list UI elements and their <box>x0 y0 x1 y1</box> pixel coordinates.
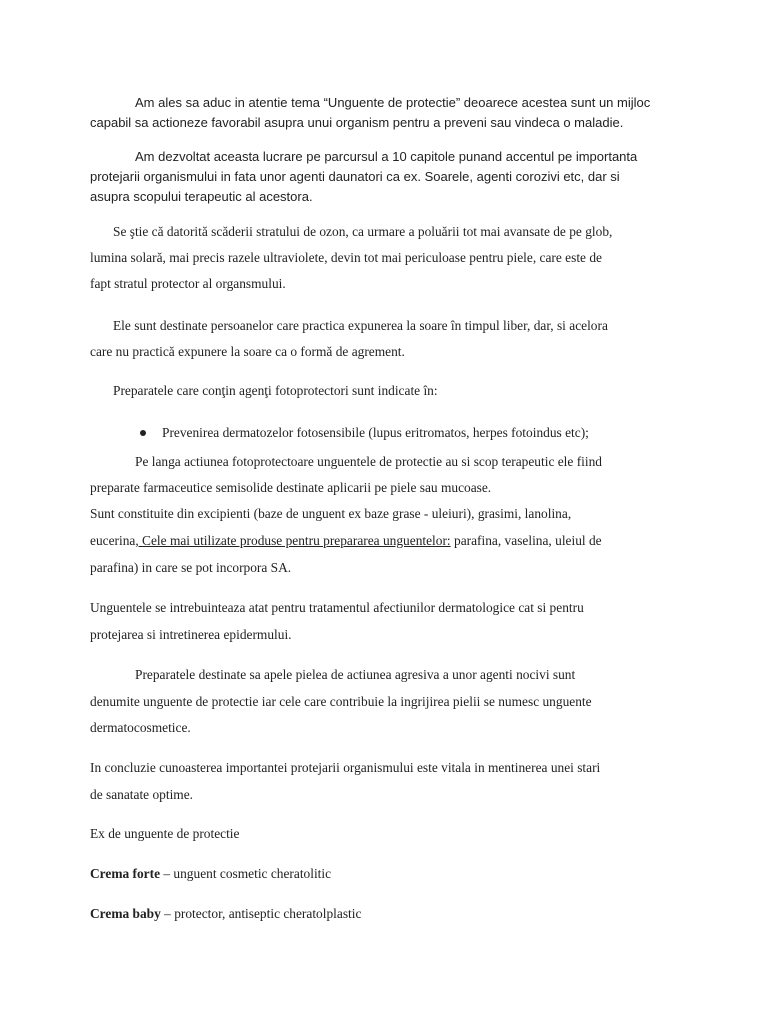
paragraph-2-line-2: protejarii organismului in fata unor agenti daunatori ca ex. Soarele, agenti corozivi etc, dar si <box>90 169 620 184</box>
paragraph-9-line-1: In concluzie cunoasterea importantei protejarii organismului este vitala in mentinerea unei stari <box>90 760 601 775</box>
paragraph-6-line-4-part-a: eucerina <box>90 533 136 548</box>
paragraph-1-line-1: Am ales sa aduc in atentie tema “Unguente de protectie” deoarece acestea sunt un mijloc <box>135 95 651 110</box>
examples-heading: Ex de unguente de protectie <box>90 826 240 841</box>
paragraph-6-line-4-part-c: parafina, vaselina, uleiul de <box>450 533 602 548</box>
paragraph-4-line-1: Ele sunt destinate persoanelor care practica expunerea la soare în timpul liber, dar, si acelora <box>113 318 608 333</box>
paragraph-6-line-5: parafina) in care se pot incorpora SA. <box>90 560 292 575</box>
example-item <box>90 906 361 922</box>
paragraph-2-line-3: asupra scopului terapeutic al acestora. <box>90 189 313 204</box>
paragraph-1-line-2: capabil sa actioneze favorabil asupra unui organism pentru a preveni sau vindeca o maladie. <box>90 115 624 130</box>
bullet-dot <box>140 430 146 436</box>
paragraph-8-line-3: dermatocosmetice. <box>90 720 191 735</box>
example-description: – protector, antiseptic cheratolplastic <box>160 906 362 921</box>
bullet-item: Prevenirea dermatozelor fotosensibile (lupus eritromatos, herpes fotoindus etc); <box>162 425 589 440</box>
paragraph-8-line-2: denumite unguente de protectie iar cele care contribuie la ingrijirea pielii se numesc unguente <box>90 694 592 709</box>
paragraph-6-line-3: Sunt constituite din excipienti (baze de unguent ex baze grase - uleiuri), grasimi, lanolina, <box>90 506 572 521</box>
example-item <box>90 866 331 882</box>
paragraph-3-line-1: Se ştie că datorită scăderii stratului de ozon, ca urmare a poluării tot mai avansate de pe glob, <box>113 224 613 239</box>
example-name: Crema forte <box>90 866 161 881</box>
paragraph-9-line-2: de sanatate optime. <box>90 787 193 802</box>
paragraph-6-underlined-phrase: , Cele mai utilizate produse pentru prepararea unguentelor: <box>135 533 451 548</box>
paragraph-7-line-1: Unguentele se intrebuinteaza atat pentru tratamentul afectiunilor dermatologice cat si pentru <box>90 600 584 615</box>
paragraph-6-line-2: preparate farmaceutice semisolide destinate aplicarii pe piele sau mucoase. <box>90 480 492 495</box>
paragraph-4-line-2: care nu practică expunere la soare ca o formă de agrement. <box>90 344 405 359</box>
example-description: – unguent cosmetic cheratolitic <box>160 866 332 881</box>
paragraph-8-line-1: Preparatele destinate sa apele pielea de actiunea agresiva a unor agenti nocivi sunt <box>135 667 576 682</box>
paragraph-7-line-2: protejarea si intretinerea epidermului. <box>90 627 292 642</box>
paragraph-5-line-1: Preparatele care conţin agenţi fotoprotectori sunt indicate în: <box>113 383 438 398</box>
paragraph-3-line-2: lumina solară, mai precis razele ultraviolete, devin tot mai periculoase pentru piele, care este de <box>90 250 602 265</box>
paragraph-6-line-1: Pe langa actiunea fotoprotectoare unguentele de protectie au si scop terapeutic ele fiind <box>135 454 602 469</box>
paragraph-2-line-1: Am dezvoltat aceasta lucrare pe parcursul a 10 capitole punand accentul pe importanta <box>135 149 638 164</box>
paragraph-3-line-3: fapt stratul protector al organsmului. <box>90 276 286 291</box>
example-name: Crema baby <box>90 906 161 921</box>
paragraph-6-line-4 <box>90 533 602 549</box>
